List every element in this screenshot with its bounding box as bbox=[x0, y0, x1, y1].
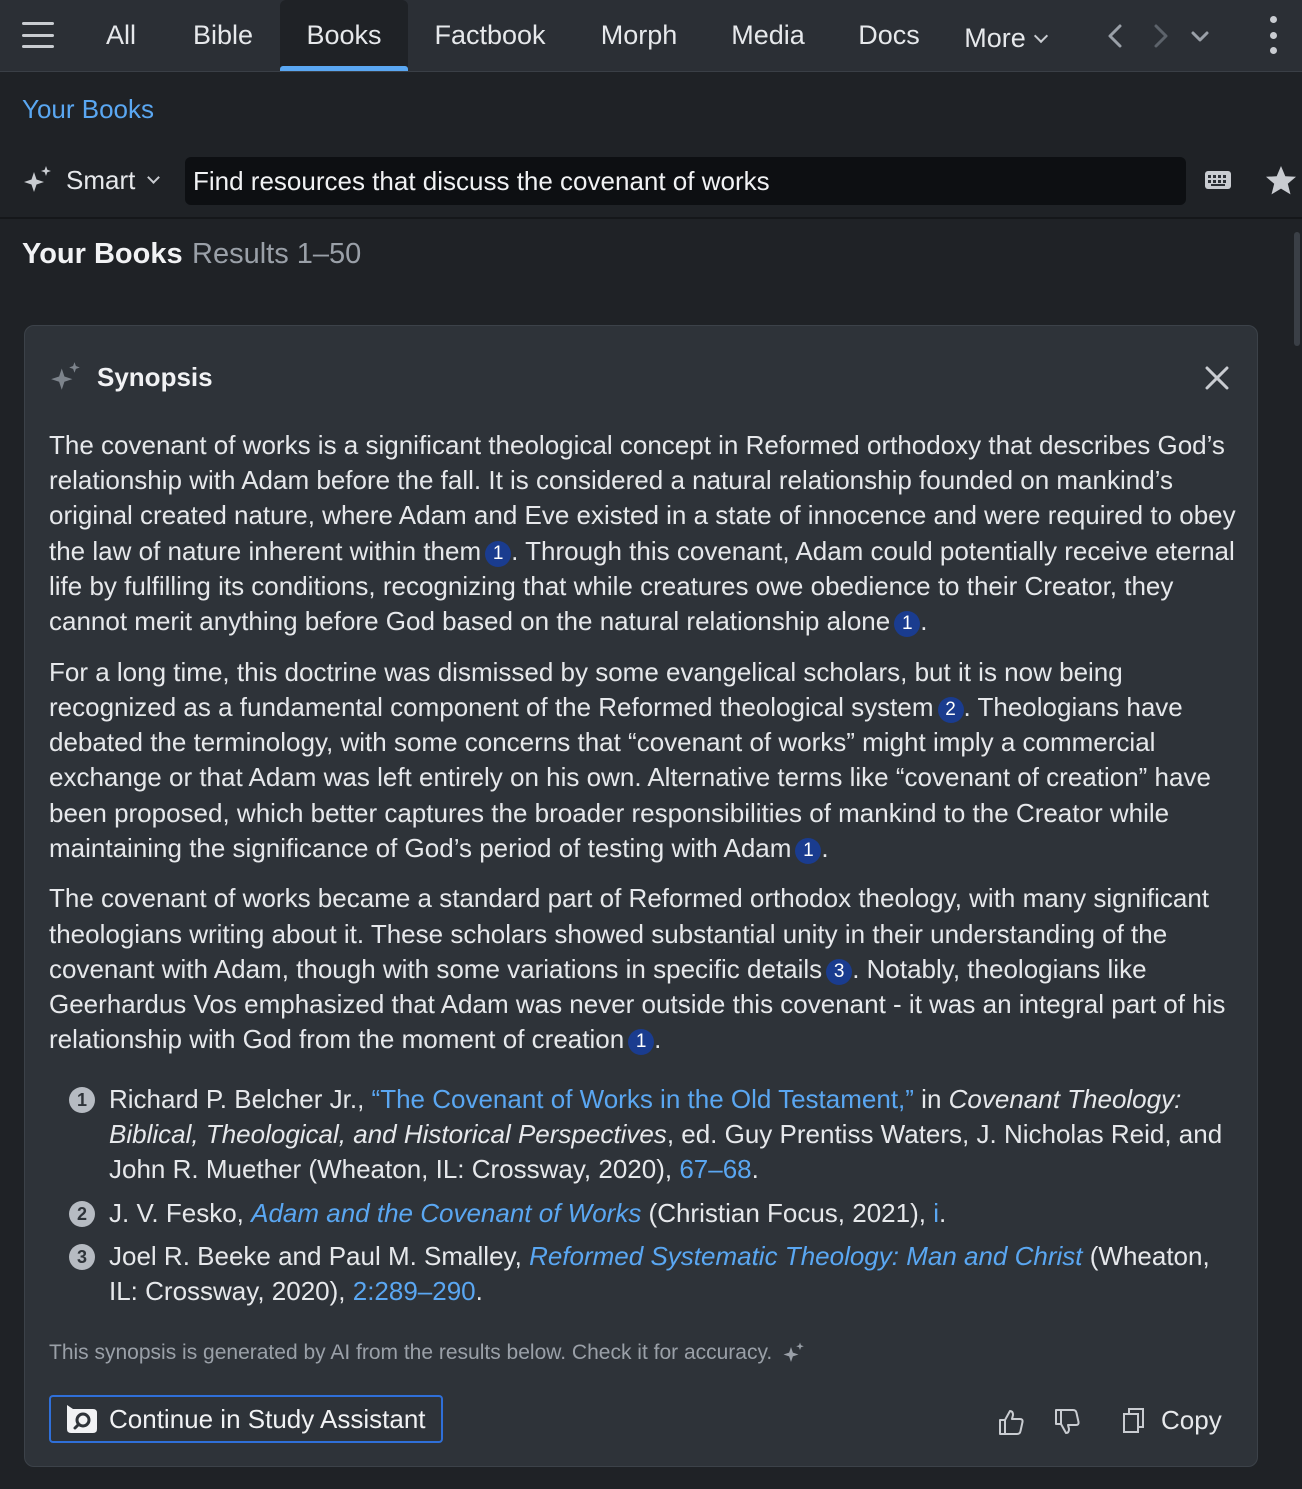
chevron-down-icon bbox=[1034, 28, 1048, 42]
search-mode-dropdown[interactable]: Smart bbox=[22, 162, 158, 198]
reference-book-title: Covenant Theology: Biblical, Theological, and Historical Perspectives bbox=[109, 1084, 1182, 1150]
chevron-down-icon bbox=[1182, 18, 1218, 54]
reference-text: (Christian Focus, 2021), bbox=[641, 1197, 934, 1228]
sparkle-icon bbox=[22, 164, 54, 196]
thumbs-up-icon bbox=[997, 1408, 1025, 1436]
reference-title-link[interactable]: Reformed Systematic Theology: Man and Christ bbox=[529, 1240, 1083, 1271]
reference-item bbox=[69, 1239, 1229, 1309]
reference-text: . bbox=[938, 1197, 947, 1228]
results-title: Your Books bbox=[22, 238, 183, 270]
search-row bbox=[0, 150, 1302, 210]
copy-label: Copy bbox=[1161, 1404, 1222, 1435]
reference-item bbox=[69, 1082, 1229, 1188]
reference-text: . bbox=[475, 1276, 483, 1307]
disclaimer-text: This synopsis is generated by AI from the results below. Check it for accuracy. bbox=[49, 1341, 773, 1364]
search-input[interactable] bbox=[185, 157, 1186, 205]
paragraph-text: The covenant of works became a standard part of Reformed orthodox theology, with many significant theologians writing about it. These scholars showed substantial unity in their understanding of the covenant with Adam, though with some variations in specific details bbox=[49, 883, 1210, 984]
tab-all[interactable]: All bbox=[105, 20, 136, 50]
thumbs-down-icon bbox=[1053, 1408, 1081, 1436]
tab-books[interactable]: Books bbox=[280, 0, 408, 71]
copy-button[interactable] bbox=[1121, 1402, 1222, 1438]
tab-media[interactable]: Media bbox=[731, 20, 805, 50]
reference-number: 3 bbox=[69, 1244, 95, 1270]
paragraph-text: For a long time, this doctrine was dismissed by some evangelical scholars, but it is now being recognized as a fundamental component of the Reformed theological system bbox=[49, 656, 1123, 722]
reference-item bbox=[69, 1196, 1229, 1231]
scrollbar-track[interactable] bbox=[1292, 228, 1300, 1478]
close-icon bbox=[1203, 364, 1231, 392]
reference-number: 2 bbox=[69, 1201, 95, 1227]
results-range: Results 1–50 bbox=[192, 238, 362, 270]
reference-text: in bbox=[913, 1084, 949, 1114]
paragraph-text: . Through this covenant, Adam could potentially receive eternal life by fulfilling its conditions, recognizing that while creatures owe obedience to their Creator, they cannot merit anything before God based on the natural relationship alone bbox=[49, 535, 1235, 637]
hamburger-icon[interactable] bbox=[22, 22, 54, 48]
reference-text: J. V. Fesko, bbox=[109, 1197, 252, 1228]
citation-badge[interactable]: 3 bbox=[826, 959, 852, 985]
reference-text: . bbox=[751, 1154, 759, 1185]
tab-factbook[interactable]: Factbook bbox=[434, 20, 546, 50]
paragraph-text: The covenant of works is a significant theological concept in Reformed orthodoxy that describes God’s relationship with Adam before the fall. It is considered a natural relationship founded on mankind’s original created nature, where Adam and Eve existed in a state of innocence and were required to obey the law of nature inherent within them bbox=[49, 430, 1236, 566]
favorite-button[interactable] bbox=[1264, 164, 1298, 198]
tab-docs[interactable]: Docs bbox=[858, 20, 920, 50]
chevron-down-icon bbox=[147, 171, 160, 184]
reference-title-link[interactable]: Adam and the Covenant of Works bbox=[251, 1197, 642, 1228]
ai-disclaimer bbox=[49, 1341, 806, 1365]
tab-bible[interactable]: Bible bbox=[192, 20, 254, 50]
close-synopsis-button[interactable] bbox=[1203, 364, 1231, 392]
sparkle-icon bbox=[782, 1341, 806, 1365]
your-books-link[interactable]: Your Books bbox=[22, 94, 155, 124]
reference-list bbox=[69, 1082, 1229, 1317]
copy-icon bbox=[1121, 1406, 1147, 1434]
citation-badge[interactable]: 1 bbox=[628, 1029, 654, 1055]
thumbs-up-button[interactable] bbox=[997, 1408, 1025, 1436]
synopsis-title: Synopsis bbox=[97, 361, 213, 392]
back-button[interactable] bbox=[1098, 18, 1134, 54]
paragraph-text: . bbox=[654, 1024, 662, 1055]
reference-title-link[interactable]: “The Covenant of Works in the Old Testament,” bbox=[371, 1084, 914, 1114]
citation-badge[interactable]: 2 bbox=[938, 697, 964, 723]
reference-page-link[interactable]: 2:289–290 bbox=[352, 1276, 476, 1307]
forward-button[interactable] bbox=[1142, 18, 1178, 54]
synopsis-paragraph bbox=[49, 428, 1241, 639]
reference-page-link[interactable]: 67–68 bbox=[679, 1154, 752, 1185]
citation-badge[interactable]: 1 bbox=[485, 541, 511, 567]
reference-page-link[interactable]: i bbox=[933, 1197, 939, 1228]
chevron-right-icon bbox=[1142, 18, 1178, 54]
study-assistant-icon bbox=[65, 1403, 99, 1435]
kebab-icon[interactable] bbox=[1266, 16, 1280, 54]
reference-number: 1 bbox=[69, 1087, 95, 1113]
paragraph-text: . bbox=[920, 606, 928, 637]
paragraph-text: . bbox=[821, 832, 829, 863]
thumbs-down-button[interactable] bbox=[1053, 1408, 1081, 1436]
citation-badge[interactable]: 1 bbox=[894, 611, 920, 637]
paragraph-text: . Theologians have debated the terminology, with some concerns that “covenant of works” might imply a commercial exchange or that Adam was left entirely on his own. Alternative terms like “covenant of creation” have been proposed, which better captures the broader responsibilities of mankind to the Creator while maintaining the significance of God’s period of testing with Adam bbox=[49, 691, 1211, 863]
synopsis-paragraph bbox=[49, 881, 1241, 1057]
reference-text: , ed. Guy Prentiss Waters, J. Nicholas Reid, and John R. Muether (Wheaton, IL: Crossway, 2020), bbox=[109, 1119, 1223, 1185]
chevron-left-icon bbox=[1098, 18, 1134, 54]
keyboard-button[interactable] bbox=[1204, 168, 1232, 192]
continue-study-assistant-button[interactable] bbox=[49, 1395, 443, 1443]
top-tab-bar bbox=[0, 0, 1302, 72]
header-divider bbox=[0, 217, 1302, 219]
star-icon bbox=[1264, 164, 1298, 198]
synopsis-card bbox=[24, 325, 1258, 1467]
history-button[interactable] bbox=[1182, 18, 1218, 54]
reference-text: Joel R. Beeke and Paul M. Smalley, bbox=[109, 1240, 530, 1271]
reference-text: Richard P. Belcher Jr., bbox=[109, 1084, 372, 1114]
continue-label: Continue in Study Assistant bbox=[109, 1403, 426, 1434]
tab-morph[interactable]: Morph bbox=[600, 20, 678, 50]
sparkle-icon bbox=[49, 360, 83, 394]
tab-more[interactable]: More bbox=[950, 0, 1060, 71]
synopsis-body bbox=[49, 428, 1241, 1073]
citation-badge[interactable]: 1 bbox=[795, 838, 821, 864]
reference-text: (Wheaton, IL: Crossway, 2020), bbox=[109, 1240, 1210, 1307]
synopsis-header bbox=[49, 360, 213, 394]
keyboard-icon bbox=[1204, 168, 1232, 192]
scrollbar-thumb[interactable] bbox=[1294, 232, 1300, 346]
synopsis-paragraph bbox=[49, 655, 1241, 866]
paragraph-text: . Notably, theologians like Geerhardus Vos emphasized that Adam was never outside this covenant - it was an integral part of his relationship with God from the moment of creation bbox=[49, 953, 1226, 1055]
